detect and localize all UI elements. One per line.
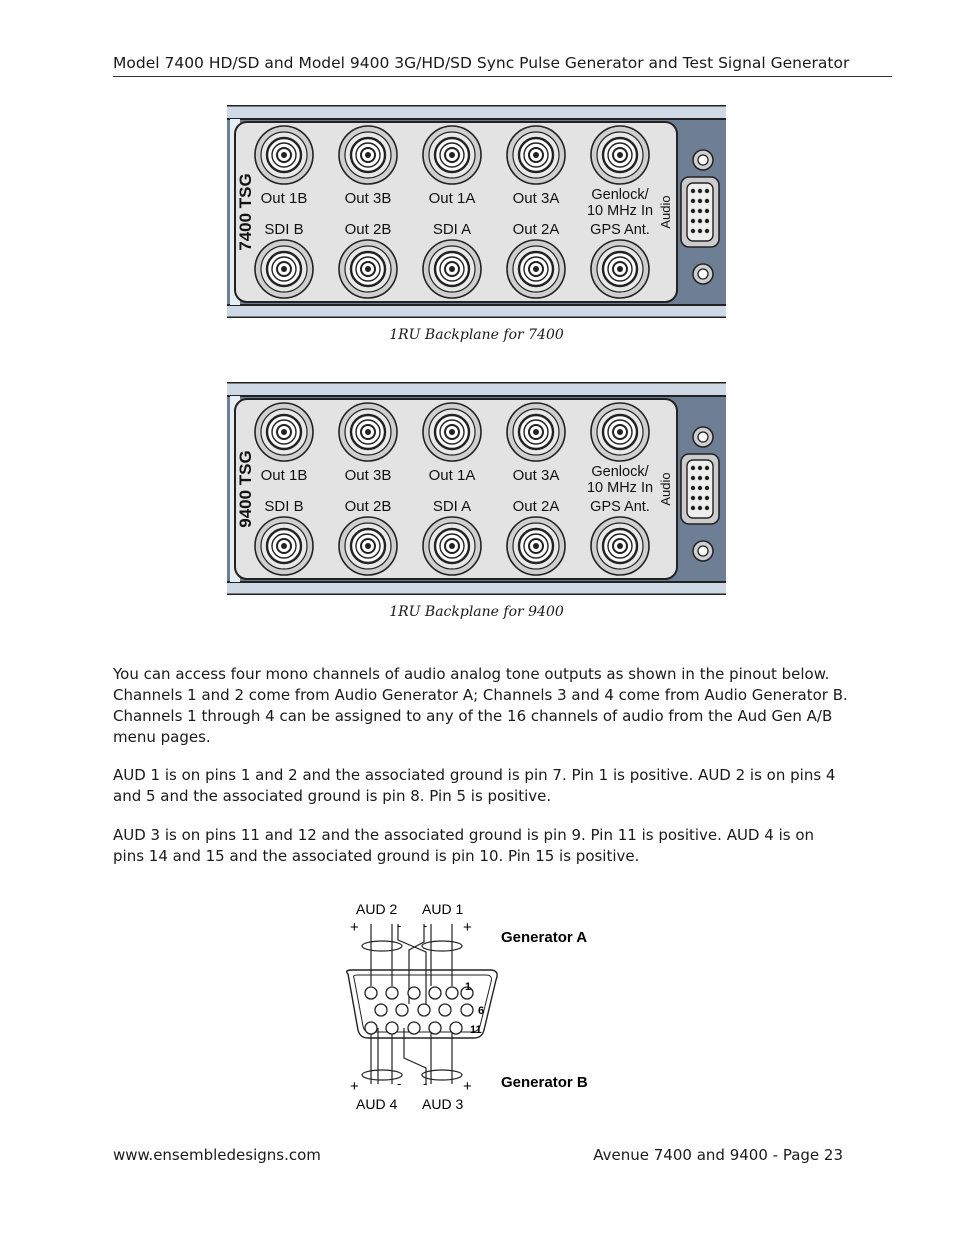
port-label-top-3: Out 1A <box>428 467 476 484</box>
bnc-connector-bottom-5 <box>591 517 649 575</box>
aud2-minus: - <box>397 918 402 933</box>
header-title: Model 7400 HD/SD and Model 9400 3G/HD/SD Sync Pulse Generator and Test Signal Generator <box>113 54 850 72</box>
generator-b-label: Generator B <box>501 1074 588 1091</box>
db15-audio-connector-icon <box>681 454 719 524</box>
aud3-plus: + <box>463 1078 472 1095</box>
genlock-label-line3: GPS Ant. <box>590 499 650 515</box>
caption-7400: 1RU Backplane for 7400 <box>389 327 564 343</box>
audio-pinout-diagram <box>334 898 624 1118</box>
pin-1-label: 1 <box>465 981 472 993</box>
audio-label: Audio <box>658 472 673 506</box>
backplane-7400 <box>227 105 726 318</box>
port-label-bottom-4: Out 2A <box>512 498 560 515</box>
bnc-connector-bottom-3 <box>423 240 481 298</box>
backplane-9400-figure <box>227 382 726 595</box>
mounting-screw-icon <box>693 427 713 447</box>
port-label-bottom-3: SDI A <box>432 498 472 515</box>
port-label-bottom-1: SDI B <box>264 221 304 238</box>
genlock-label-line1: Genlock/ <box>591 187 649 203</box>
bnc-connector-top-1 <box>255 126 313 184</box>
bnc-connector-bottom-4 <box>507 517 565 575</box>
bnc-connector-bottom-1 <box>255 517 313 575</box>
port-label-top-2: Out 3B <box>344 467 392 484</box>
aud3-label: AUD 3 <box>422 1096 464 1112</box>
footer-page-number: Avenue 7400 and 9400 - Page 23 <box>593 1146 843 1164</box>
aud4-label: AUD 4 <box>356 1096 398 1112</box>
genlock-label-line3: GPS Ant. <box>590 222 650 238</box>
mounting-screw-icon <box>693 541 713 561</box>
bnc-connector-top-2 <box>339 403 397 461</box>
bnc-connector-bottom-2 <box>339 517 397 575</box>
port-label-bottom-3: SDI A <box>432 221 472 238</box>
port-label-top-3: Out 1A <box>428 190 476 207</box>
db15-audio-connector-icon <box>681 177 719 247</box>
pin-6-label: 6 <box>478 1005 485 1017</box>
genlock-label-line1: Genlock/ <box>591 464 649 480</box>
paragraph-audio-channels: You can access four mono channels of audio analog tone outputs as shown in the pinout below. Channels 1 and 2 come from Audio Generator A; Channels 3 and 4 come from Audio Generator B. Channels 1 through 4 can be assigned to any of the 16 channels of audio from the Aud Gen A/B menu pages. <box>113 665 848 746</box>
port-label-bottom-2: Out 2B <box>344 221 392 238</box>
port-label-bottom-4: Out 2A <box>512 221 560 238</box>
caption-9400: 1RU Backplane for 9400 <box>389 604 564 620</box>
genlock-label-line2: 10 MHz In <box>586 480 654 496</box>
bnc-connector-top-5 <box>591 403 649 461</box>
port-label-top-4: Out 3A <box>512 190 560 207</box>
backplane-9400 <box>227 382 726 595</box>
genlock-label-line2: 10 MHz In <box>586 203 654 219</box>
bnc-connector-bottom-4 <box>507 240 565 298</box>
bnc-connector-top-2 <box>339 126 397 184</box>
pin-11-label: 11 <box>470 1024 482 1036</box>
paragraph-aud3-aud4: AUD 3 is on pins 11 and 12 and the associated ground is pin 9. Pin 11 is positive. AUD 4 is on pins 14 and 15 and the associated ground is pin 10. Pin 15 is positive. <box>113 826 815 865</box>
aud4-minus: - <box>397 1076 402 1091</box>
port-label-top-2: Out 3B <box>344 190 392 207</box>
model-label: 9400 TSG <box>236 450 255 528</box>
bnc-connector-top-3 <box>423 403 481 461</box>
port-label-top-1: Out 1B <box>260 190 308 207</box>
port-label-top-1: Out 1B <box>260 467 308 484</box>
aud1-label: AUD 1 <box>422 901 464 917</box>
generator-a-label: Generator A <box>501 929 588 946</box>
footer-website: www.ensembledesigns.com <box>113 1146 321 1164</box>
aud1-plus: + <box>463 919 472 936</box>
bnc-connector-top-3 <box>423 126 481 184</box>
model-label: 7400 TSG <box>236 173 255 251</box>
bnc-connector-top-4 <box>507 403 565 461</box>
mounting-screw-icon <box>693 264 713 284</box>
bnc-connector-top-1 <box>255 403 313 461</box>
bnc-connector-bottom-2 <box>339 240 397 298</box>
bnc-connector-bottom-3 <box>423 517 481 575</box>
audio-label: Audio <box>658 195 673 229</box>
bnc-connector-top-4 <box>507 126 565 184</box>
port-label-top-4: Out 3A <box>512 467 560 484</box>
bnc-connector-bottom-5 <box>591 240 649 298</box>
aud2-plus: + <box>350 919 359 936</box>
aud1-minus: - <box>423 918 428 933</box>
paragraph-aud1-aud2: AUD 1 is on pins 1 and 2 and the associated ground is pin 7. Pin 1 is positive. AUD 2 is on pins 4 and 5 and the associated ground is pin 8. Pin 5 is positive. <box>113 766 836 805</box>
aud3-minus: - <box>423 1076 428 1091</box>
mounting-screw-icon <box>693 150 713 170</box>
aud2-label: AUD 2 <box>356 901 398 917</box>
bnc-connector-bottom-1 <box>255 240 313 298</box>
port-label-bottom-1: SDI B <box>264 498 304 515</box>
port-label-bottom-2: Out 2B <box>344 498 392 515</box>
backplane-7400-figure <box>227 105 726 318</box>
page-header <box>113 54 892 77</box>
aud4-plus: + <box>350 1078 359 1095</box>
bnc-connector-top-5 <box>591 126 649 184</box>
